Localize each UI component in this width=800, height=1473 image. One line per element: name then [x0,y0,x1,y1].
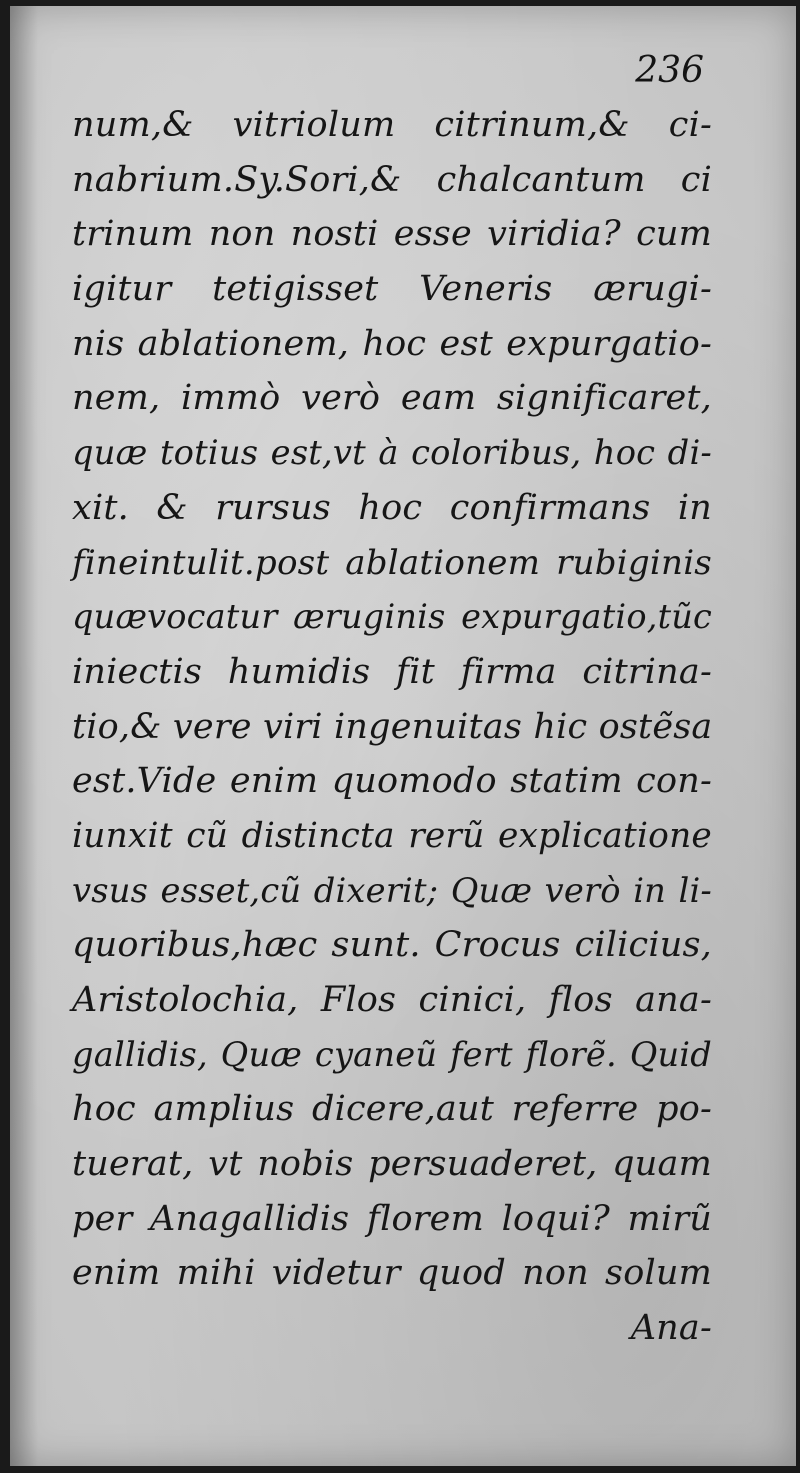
text-line: Aristolochia, Flos cinici, flos ana- [72,980,712,1020]
text-line: igitur tetigisset Veneris ærugi- [72,269,712,310]
text-line: quæ totius est,vt à coloribus, hoc di- [72,433,712,473]
text-line: trinum non nosti esse viridia? cum [72,214,712,255]
text-line: nem, immò verò eam significaret, [72,378,712,419]
text-line: hoc amplius dicere,aut referre po- [72,1089,712,1130]
text-line: num,& vitriolum citrinum,& ci- [72,105,712,145]
gutter-shadow [10,6,38,1466]
text-line: tuerat, vt nobis persuaderet, quam [72,1144,712,1185]
text-line: nabrium.Sy.Sori,& chalcantum ci [72,159,712,200]
text-line: iniectis humidis fit firma citrina- [72,651,712,692]
text-line: est.Vide enim quomodo statim con- [72,761,712,802]
text-line: iunxit cũ distincta rerũ explicatione [72,815,712,856]
text-line: gallidis, Quæ cyaneũ fert florẽ. Quid [72,1034,712,1074]
text-line: xit. & rursus hoc confirmans in [72,487,712,528]
book-page [10,6,796,1466]
text-line: nis ablationem, hoc est expurgatio- [72,323,712,364]
text-line: vsus esset,cũ dixerit; Quæ verò in li- [72,870,712,910]
text-line: enim mihi videtur quod non solum [72,1253,712,1294]
text-line: per Anagallidis florem loqui? mirũ [72,1198,712,1239]
page-number: 236 [635,50,704,91]
text-line: quoribus,hæc sunt. Crocus cilicius, [72,925,712,966]
catchword: Ana- [630,1308,712,1349]
text-line: quævocatur æruginis expurgatio,tũc [72,597,712,637]
text-line: fineintulit.post ablationem rubiginis [72,542,712,583]
body-text [72,98,712,1356]
text-line: tio,& vere viri ingenuitas hic ostẽsa [72,706,713,747]
